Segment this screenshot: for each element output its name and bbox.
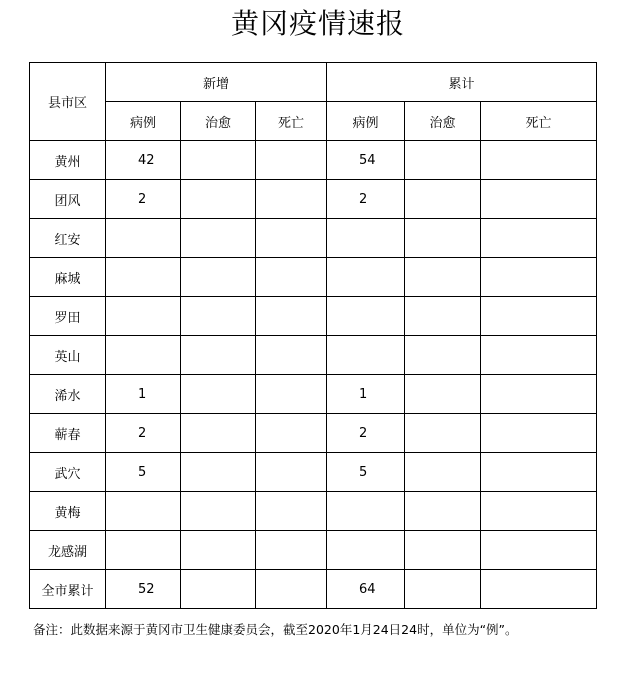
new-deaths-cell xyxy=(256,336,327,375)
new-cases-cell: 42 xyxy=(106,141,181,180)
cum-cases-cell: 5 xyxy=(327,453,405,492)
table-row xyxy=(30,453,597,492)
new-deaths-cell xyxy=(256,219,327,258)
new-cured-cell xyxy=(181,336,256,375)
new-deaths-cell xyxy=(256,180,327,219)
region-name-cell: 黄梅 xyxy=(30,492,106,531)
new-cured-cell xyxy=(181,531,256,570)
cum-cured-cell xyxy=(405,570,481,609)
new-deaths-cell xyxy=(256,258,327,297)
new-deaths-cell xyxy=(256,492,327,531)
region-name-cell: 麻城 xyxy=(30,258,106,297)
cum-cases-cell: 1 xyxy=(327,375,405,414)
cum-deaths-cell xyxy=(481,570,597,609)
cum-cured-cell xyxy=(405,531,481,570)
new-deaths-cell xyxy=(256,570,327,609)
table-row xyxy=(30,258,597,297)
cum-cases-cell: 2 xyxy=(327,180,405,219)
table-row xyxy=(30,336,597,375)
new-cured-cell xyxy=(181,219,256,258)
new-deaths-cell xyxy=(256,375,327,414)
region-name-cell: 英山 xyxy=(30,336,106,375)
new-deaths-cell xyxy=(256,453,327,492)
cum-deaths-cell xyxy=(481,453,597,492)
cum-deaths-cell xyxy=(481,492,597,531)
new-cases-cell: 5 xyxy=(106,453,181,492)
cum-cured-cell xyxy=(405,141,481,180)
cum-cured-cell xyxy=(405,297,481,336)
new-cases-cell: 1 xyxy=(106,375,181,414)
cum-cured-cell xyxy=(405,258,481,297)
cum-deaths-cell xyxy=(481,180,597,219)
table-row xyxy=(30,219,597,258)
cum-cured-cell xyxy=(405,375,481,414)
region-name-cell: 武穴 xyxy=(30,453,106,492)
table-row xyxy=(30,414,597,453)
new-cases-cell: 52 xyxy=(106,570,181,609)
cum-deaths-cell xyxy=(481,219,597,258)
new-cases-cell xyxy=(106,219,181,258)
table-row xyxy=(30,531,597,570)
new-deaths-cell xyxy=(256,141,327,180)
new-deaths-header: 死亡 xyxy=(256,102,327,141)
table-row xyxy=(30,180,597,219)
cum-cases-cell xyxy=(327,258,405,297)
cum-deaths-cell xyxy=(481,414,597,453)
cum-cases-cell xyxy=(327,219,405,258)
region-name-cell: 全市累计 xyxy=(30,570,106,609)
new-cases-cell xyxy=(106,336,181,375)
new-cases-cell: 2 xyxy=(106,180,181,219)
epidemic-report-table xyxy=(29,62,597,609)
page-title: 黄冈疫情速报 xyxy=(230,7,405,40)
cum-cured-header: 治愈 xyxy=(405,102,481,141)
cum-cured-cell xyxy=(405,219,481,258)
new-cured-cell xyxy=(181,141,256,180)
region-name-cell: 红安 xyxy=(30,219,106,258)
new-cases-cell xyxy=(106,297,181,336)
cum-deaths-cell xyxy=(481,375,597,414)
cum-cured-cell xyxy=(405,414,481,453)
region-name-cell: 罗田 xyxy=(30,297,106,336)
cum-cases-cell: 2 xyxy=(327,414,405,453)
cum-cured-cell xyxy=(405,492,481,531)
new-cured-cell xyxy=(181,297,256,336)
region-name-cell: 团风 xyxy=(30,180,106,219)
table-row xyxy=(30,570,597,609)
new-cured-header: 治愈 xyxy=(181,102,256,141)
new-cured-cell xyxy=(181,570,256,609)
new-cases-cell xyxy=(106,492,181,531)
new-deaths-cell xyxy=(256,297,327,336)
cum-deaths-cell xyxy=(481,336,597,375)
cumulative-group-header: 累计 xyxy=(327,63,597,102)
table-row xyxy=(30,375,597,414)
new-cases-cell xyxy=(106,531,181,570)
table-row xyxy=(30,492,597,531)
cum-cases-cell xyxy=(327,492,405,531)
cum-deaths-cell xyxy=(481,141,597,180)
new-group-header: 新增 xyxy=(106,63,327,102)
cum-cases-cell xyxy=(327,297,405,336)
cum-cases-cell: 54 xyxy=(327,141,405,180)
new-deaths-cell xyxy=(256,414,327,453)
cum-cured-cell xyxy=(405,453,481,492)
new-cases-cell xyxy=(106,258,181,297)
new-deaths-cell xyxy=(256,531,327,570)
cum-cases-cell: 64 xyxy=(327,570,405,609)
table-row xyxy=(30,297,597,336)
region-name-cell: 浠水 xyxy=(30,375,106,414)
region-name-cell: 龙感湖 xyxy=(30,531,106,570)
new-cured-cell xyxy=(181,414,256,453)
new-cured-cell xyxy=(181,258,256,297)
new-cured-cell xyxy=(181,375,256,414)
cum-cases-cell xyxy=(327,336,405,375)
cum-deaths-cell xyxy=(481,297,597,336)
region-name-cell: 黄州 xyxy=(30,141,106,180)
cum-cured-cell xyxy=(405,336,481,375)
region-header: 县市区 xyxy=(30,63,106,141)
cum-cases-cell xyxy=(327,531,405,570)
new-cured-cell xyxy=(181,492,256,531)
cum-deaths-cell xyxy=(481,531,597,570)
new-cases-header: 病例 xyxy=(106,102,181,141)
cum-deaths-header: 死亡 xyxy=(481,102,597,141)
cum-cured-cell xyxy=(405,180,481,219)
new-cured-cell xyxy=(181,180,256,219)
new-cured-cell xyxy=(181,453,256,492)
cum-deaths-cell xyxy=(481,258,597,297)
footnote: 备注：此数据来源于黄冈市卫生健康委员会，截至2020年1月24日24时，单位为“例”。 xyxy=(33,622,518,637)
table-row xyxy=(30,141,597,180)
cum-cases-header: 病例 xyxy=(327,102,405,141)
new-cases-cell: 2 xyxy=(106,414,181,453)
region-name-cell: 蕲春 xyxy=(30,414,106,453)
